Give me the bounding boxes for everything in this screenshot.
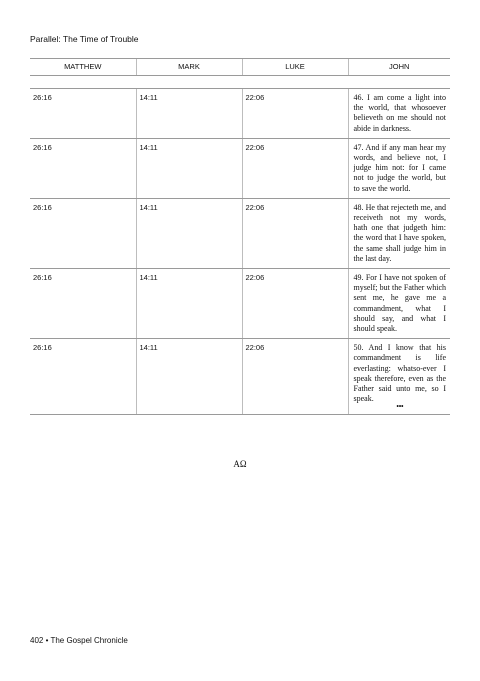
john-verse-cell: 48. He that rejecteth me, and receiveth not my words, hath one that judgeth him: the word that I have spoken, the same shall judge him in the last day. <box>348 198 450 268</box>
matthew-cell: 26:16 <box>30 89 136 139</box>
matthew-cell: 26:16 <box>30 339 136 415</box>
mark-cell: 14:11 <box>136 138 242 198</box>
column-header-mark: MARK <box>136 59 242 76</box>
table-header-row <box>30 59 450 76</box>
continuation-ellipsis: ••• <box>396 402 404 412</box>
table-spacer-row <box>30 76 450 89</box>
john-verse-cell: 46. I am come a light into the world, that whosoever believeth on me should not abide in darkness. <box>348 89 450 139</box>
luke-cell: 22:06 <box>242 198 348 268</box>
parallel-table <box>30 58 450 415</box>
john-verse-text: 50. And I know that his commandment is life everlasting: whatso-ever I speak therefore, even as the Father said unto me, so I speak. <box>353 343 446 404</box>
matthew-cell: 26:16 <box>30 138 136 198</box>
page-header-title: Parallel: The Time of Trouble <box>30 34 139 44</box>
table-row <box>30 269 450 339</box>
table-row <box>30 339 450 415</box>
john-verse-cell <box>348 339 450 415</box>
table-row <box>30 89 450 139</box>
mark-cell: 14:11 <box>136 198 242 268</box>
luke-cell: 22:06 <box>242 269 348 339</box>
column-header-luke: LUKE <box>242 59 348 76</box>
mark-cell: 14:11 <box>136 339 242 415</box>
matthew-cell: 26:16 <box>30 198 136 268</box>
mark-cell: 14:11 <box>136 89 242 139</box>
table-row <box>30 138 450 198</box>
column-header-john: JOHN <box>348 59 450 76</box>
page-footer: 402 • The Gospel Chronicle <box>30 636 128 645</box>
luke-cell: 22:06 <box>242 339 348 415</box>
table-row <box>30 198 450 268</box>
matthew-cell: 26:16 <box>30 269 136 339</box>
john-verse-cell: 49. For I have not spoken of myself; but the Father which sent me, he gave me a commandment, what I should say, and what I should speak. <box>348 269 450 339</box>
luke-cell: 22:06 <box>242 89 348 139</box>
alpha-omega-mark: AΩ <box>233 459 247 469</box>
luke-cell: 22:06 <box>242 138 348 198</box>
column-header-matthew: MATTHEW <box>30 59 136 76</box>
mark-cell: 14:11 <box>136 269 242 339</box>
john-verse-cell: 47. And if any man hear my words, and believe not, I judge him not: for I came not to judge the world, but to save the world. <box>348 138 450 198</box>
